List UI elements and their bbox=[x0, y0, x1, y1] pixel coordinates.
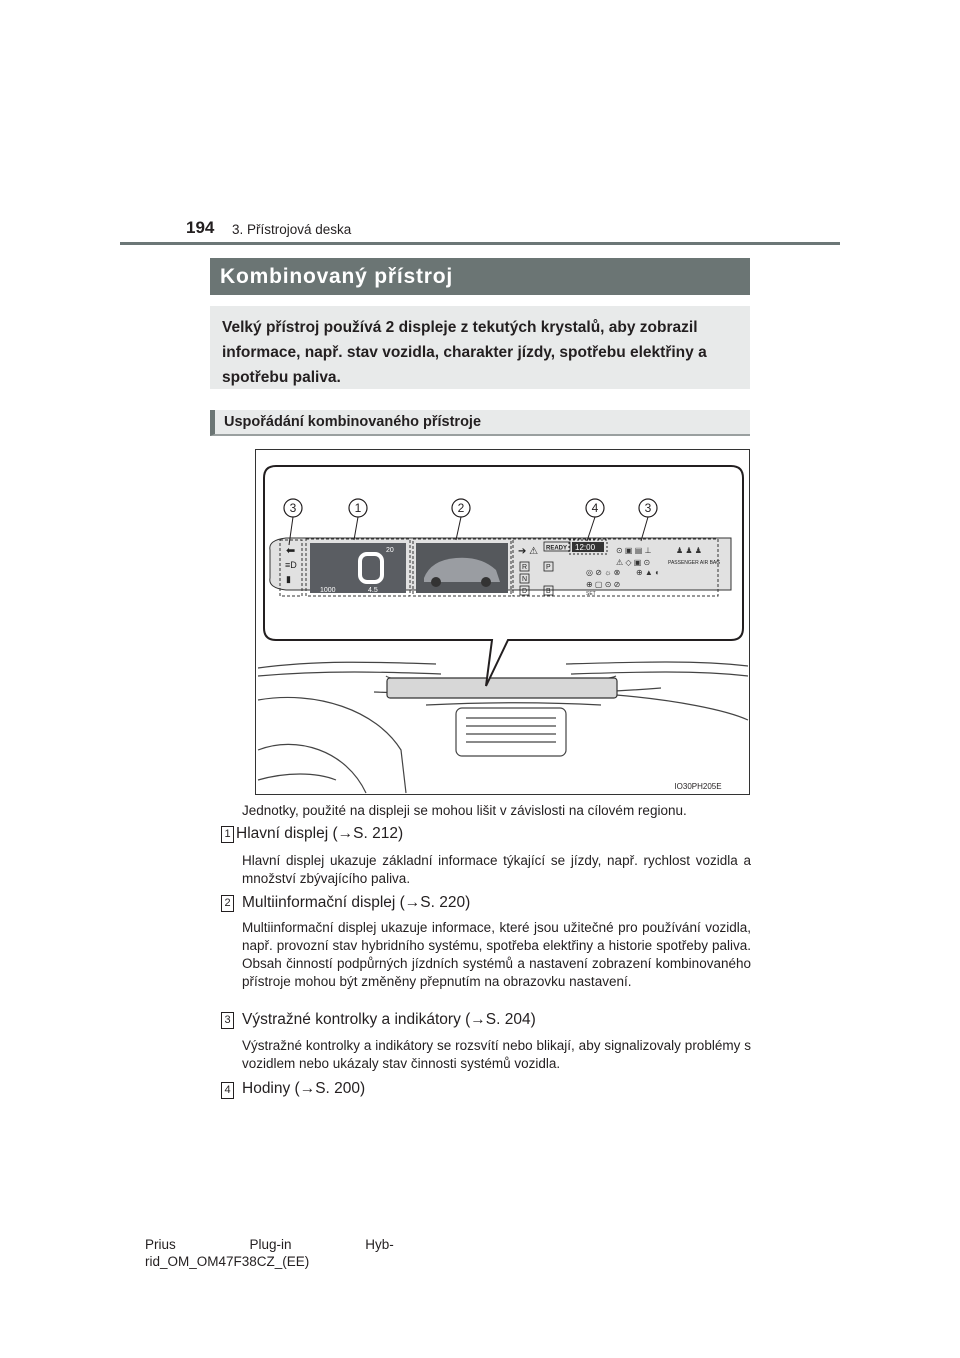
footer-line-2: rid_OM_OM47F38CZ_(EE) bbox=[145, 1254, 310, 1269]
item-2-body: Multiinformační displej ukazuje informace, které jsou užitečné pro používání vozidla, např. provozní stav hybridního systému, spotřeba elektřiny a historie spotřeby paliva. Obsah činností podpůrných jízdních systémů a nastavení zobrazení kombinovaného přístroje mohou být změněny přepnutím na obrazovku nastavení. bbox=[242, 920, 751, 989]
header-rule bbox=[120, 242, 840, 245]
footer-text-1: Prius Plug-in Hyb- bbox=[145, 1237, 394, 1252]
item-3-number: 3 bbox=[221, 1012, 234, 1029]
item-1-number: 1 bbox=[221, 826, 234, 843]
svg-text:⊙ ▣ ▤ ⊥: ⊙ ▣ ▤ ⊥ bbox=[616, 546, 652, 555]
cluster-in-dash bbox=[387, 678, 617, 698]
passenger-airbag-label: PASSENGER AIR BAG bbox=[668, 560, 721, 566]
item-4-number: 4 bbox=[221, 1082, 234, 1099]
item-1-body: Hlavní displej ukazuje základní informace týkající se jízdy, např. rychlost vozidla a množství zbývajícího paliva. bbox=[242, 853, 751, 886]
svg-text:P: P bbox=[546, 564, 551, 571]
svg-text:R: R bbox=[522, 564, 528, 571]
svg-text:⊕ ▢ ⊙ ⊘: ⊕ ▢ ⊙ ⊘ bbox=[586, 580, 621, 589]
intro-text: Velký přístroj používá 2 displeje z tekutých krystalů, aby zobrazil informace, např. stav vozidla, charakter jízdy, spotřebu elektřiny a spotřebu paliva. bbox=[210, 306, 750, 389]
range-value: 4.5 bbox=[368, 587, 378, 594]
footer-line-1 bbox=[145, 1237, 435, 1253]
item-2-title: Multiinformační displej (→S. 220) bbox=[242, 894, 471, 911]
item-3-body: Výstražné kontrolky a indikátory se rozsvítí nebo blikají, aby signalizovaly problémy s vozidlem nebo ukázaly stav činnosti systémů vozidla. bbox=[242, 1038, 751, 1071]
svg-text:SET: SET bbox=[586, 591, 596, 597]
item-4-title: Hodiny (→S. 200) bbox=[242, 1080, 366, 1097]
section-title: Kombinovaný přístroj bbox=[210, 258, 750, 295]
item-3-title: Výstražné kontrolky a indikátory (→S. 204) bbox=[242, 1011, 536, 1028]
svg-text:2: 2 bbox=[457, 501, 465, 515]
svg-text:4: 4 bbox=[591, 501, 599, 515]
svg-text:➔ ⚠: ➔ ⚠ bbox=[518, 546, 539, 557]
clock-value: 12:00 bbox=[575, 543, 596, 552]
svg-text:◎ ⊘ ☼ ⊗: ◎ ⊘ ☼ ⊗ bbox=[586, 568, 621, 577]
arrow-icon: ⬅ bbox=[286, 545, 296, 557]
svg-text:N: N bbox=[522, 576, 528, 583]
chapter-title: 3. Přístrojová deska bbox=[232, 222, 352, 237]
cluster-illustration bbox=[256, 450, 749, 794]
item-2-number: 2 bbox=[221, 895, 234, 912]
svg-text:D: D bbox=[522, 588, 528, 595]
headlight-icon: ≡D bbox=[285, 560, 297, 570]
page-number: 194 bbox=[186, 218, 215, 237]
svg-text:3: 3 bbox=[289, 501, 297, 515]
subsection-title: Uspořádání kombinovaného přístroje bbox=[210, 410, 750, 436]
svg-text:1: 1 bbox=[354, 501, 362, 515]
image-code: IO30PH205E bbox=[674, 782, 722, 791]
svg-text:⚠ ◇ ▣ ⊙: ⚠ ◇ ▣ ⊙ bbox=[616, 558, 651, 567]
ready-indicator: READY bbox=[546, 545, 568, 552]
svg-text:B: B bbox=[546, 588, 551, 595]
item-1-title: Hlavní displej (→S. 212) bbox=[236, 825, 404, 842]
temp-value: 20 bbox=[386, 547, 394, 554]
instrument-cluster-figure bbox=[255, 449, 750, 795]
svg-text:⊕ ▲ ◐: ⊕ ▲ ◐ bbox=[636, 568, 660, 577]
svg-text:3: 3 bbox=[644, 501, 652, 515]
svg-text:♟ ♟ ♟: ♟ ♟ ♟ bbox=[676, 546, 702, 555]
fuel-icon: ▮ bbox=[286, 574, 291, 584]
odometer-value: 1000 bbox=[320, 587, 336, 594]
units-note: Jednotky, použité na displeji se mohou lišit v závislosti na cílovém regionu. bbox=[242, 803, 687, 818]
